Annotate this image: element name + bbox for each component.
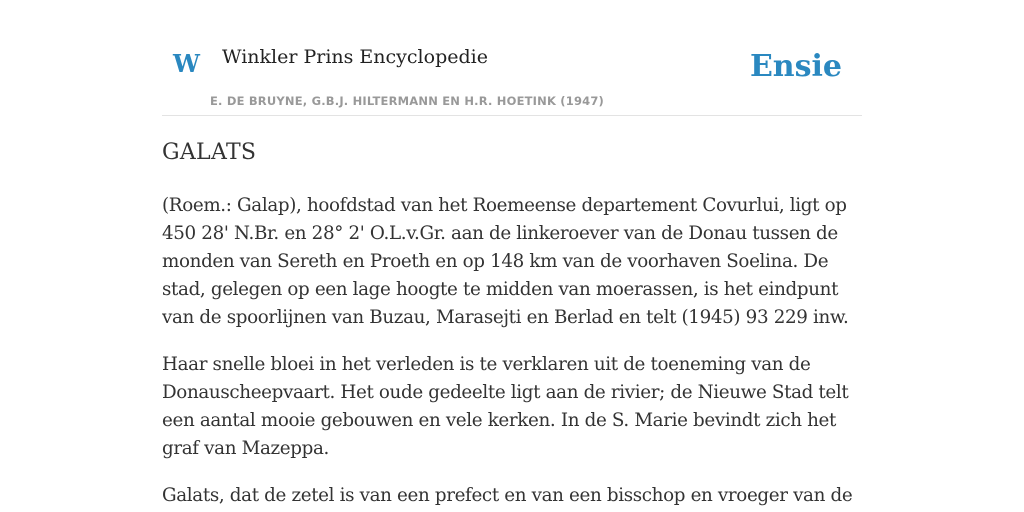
article-body [162,192,862,512]
encyclopedia-title[interactable]: Winkler Prins Encyclopedie [222,46,488,68]
page-container [162,0,862,512]
article-paragraph: Haar snelle bloei in het verleden is te verklaren uit de toeneming van de Donauscheepvaart. Het oude gedeelte ligt aan de rivier; de Nieuwe Stad telt een aantal mooie gebouwen en vele kerken. In de S. Marie bevindt zich het graf van Mazeppa. [162,354,849,459]
ensie-logo[interactable]: Ensie [749,49,842,84]
article-title: GALATS [162,140,257,165]
winkler-prins-logo-icon[interactable]: W [173,49,200,78]
header [162,0,862,116]
encyclopedia-authors: E. DE BRUYNE, G.B.J. HILTERMANN EN H.R. HOETINK (1947) [210,94,605,108]
article-paragraph: (Roem.: Galap), hoofdstad van het Roemeense departement Covurlui, ligt op 450 28' N.Br. en 28° 2' O.L.v.Gr. aan de linkeroever van de Donau tussen de monden van Sereth en Proeth en op 148 km van de voorhaven Soelina. De stad, gelegen op een lage hoogte te midden van moerassen, is het eindpunt van de spoorlijnen van Buzau, Marasejti en Berlad en telt (1945) 93 229 inw. [162,195,849,328]
article-paragraph: Galats, dat de zetel is van een prefect en van een bisschop en vroeger van de [162,485,853,506]
